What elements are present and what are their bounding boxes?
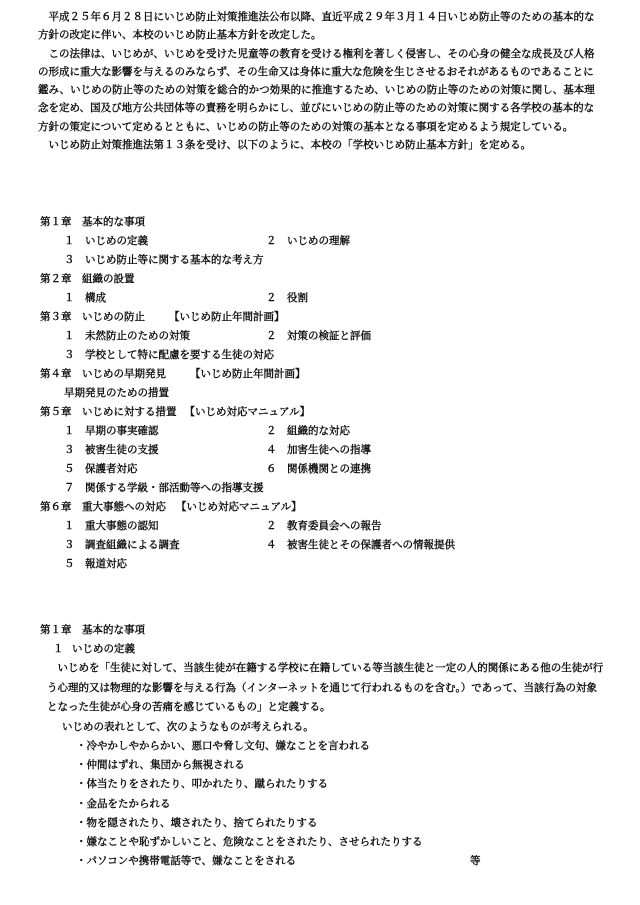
toc-item-label: 関係機関との連携 [287,463,371,475]
intro-paragraph-2: この法律は、いじめが、いじめを受けた児童等の教育を受ける権利を著しく侵害し、その心身の健全な成長及び人格の形成に重大な影響を与えるのみならず、その生命又は身体に重大な危険を生じさせるおそれがあるものであることに鑑み、いじめの防止等のための対策を総合的かつ効果的に推進するため、いじめの防止等のための対策に関し、基本理念を定め、国及び地方公共団体等の責務を明らかにし、並びにいじめの防止等のための対策に関する各学校の基本的な方針の策定について定めるとともに、いじめの防止等のための対策の基本となる事項を定めるよう規定している。 [38,47,595,133]
intro-section [38,8,604,154]
toc-item-label: 未然防止のための対策 [85,330,190,342]
toc-item-label: 保護者対応 [85,463,138,475]
toc-chapter-5-note: 【いじめ対応マニュアル】 [184,406,311,418]
etc-marker: 等 [470,855,481,868]
toc-item-number: ７ [64,482,75,494]
toc-chapter-6-title: 第６章 重大事態への対応 [40,501,166,513]
toc-row [40,479,600,498]
toc-row [40,232,600,251]
examples-lead: いじめの表れとして、次のようなものが考えられる。 [62,720,314,733]
list-item: ・嫌なことや恥ずかしいこと、危険なことをされたり、させられたりする [76,835,423,848]
intro-paragraph-3: いじめ防止対策推進法第１３条を受け、以下のように、本校の「学校いじめ防止基本方針」を定める。 [48,139,532,152]
section-1-title: いじめの定義 [72,643,135,655]
toc-item-number: ４ [266,539,277,551]
toc-item-number: ５ [64,463,75,475]
toc-item-label: 調査組織による調査 [85,539,180,551]
toc-item-label: 組織的な対応 [287,425,350,437]
toc-chapter-5-title: 第５章 いじめに対する措置 [40,406,177,418]
toc-row [40,327,600,346]
toc-row [40,517,600,536]
examples-list [40,737,605,871]
section-1-number: １ [53,643,64,655]
toc-row [40,289,600,308]
toc-chapter-3-heading [40,308,600,327]
toc-item-number: ４ [266,444,277,456]
toc-row [40,460,600,479]
toc-chapter-4-title: 第４章 いじめの早期発見 [40,368,166,380]
toc-item-label: 役割 [287,292,308,304]
toc-item-number: ３ [64,349,75,361]
toc-item-number: ３ [64,539,75,551]
toc-item-number: ３ [64,444,75,456]
list-item: ・仲間はずれ、集団から無視される [76,759,245,772]
toc-item-label: 報道対応 [85,558,127,570]
toc-item-number: １ [64,235,75,247]
toc-item-number: １ [64,330,75,342]
bullying-definition: いじめを「生徒に対して、当該生徒が在籍する学校に在籍している等当該生徒と一定の人的関係にある他の生徒が行う心理的又は物理的な影響を与える行為（インターネットを通じて行われるものを含む。）であって、当該行為の対象となった生徒が心身の苦痛を感じているもの」と定義する。 [47,662,604,713]
toc-item-number: ５ [64,558,75,570]
chapter-1-section [40,621,605,871]
toc-chapter-1-title: 第１章 基本的な事項 [40,216,145,228]
toc-row [40,536,600,555]
list-item: ・体当たりをされたり、叩かれたり、蹴られたりする [76,778,328,791]
toc-item-label: 重大事態の認知 [85,520,159,532]
toc-chapter-4-sub: 早期発見のための措置 [64,387,169,399]
toc-item-number: ２ [266,330,277,342]
toc-chapter-3-note: 【いじめ防止年間計画】 [169,311,285,323]
toc-chapter-6-heading [40,498,600,517]
toc-row [40,422,600,441]
toc-item-label: 構成 [85,292,106,304]
toc-chapter-4-heading [40,365,600,384]
toc-item-label: 関係する学級・部活動等への指導支援 [85,482,264,494]
intro-paragraph-1: 平成２５年６月２８日にいじめ防止対策推進法公布以降、直近平成２９年３月１４日いじめ防止等のための基本的な方針の改定に伴い、本校のいじめ防止基本方針を改定した。 [38,11,595,42]
toc-row [40,555,600,574]
toc-item-label: いじめの定義 [85,235,148,247]
toc-item-label: 対策の検証と評価 [287,330,371,342]
toc-item-label: いじめの理解 [287,235,350,247]
toc-chapter-5-heading [40,403,600,422]
chapter-1-heading: 第１章 基本的な事項 [40,624,145,636]
toc-item-number: １ [64,520,75,532]
toc-item-number: ２ [266,425,277,437]
list-item: ・金品をたかられる [76,797,171,810]
toc-item-number: ２ [266,520,277,532]
toc-item-label: 早期の事実確認 [85,425,159,437]
toc-item-number: ３ [64,254,75,266]
toc-item-label: 学校として特に配慮を要する生徒の対応 [85,349,274,361]
toc-chapter-2-title: 第２章 組織の設置 [40,273,135,285]
list-item-last [40,852,605,871]
list-item-text: ・パソコンや携帯電話等で、嫌なことをされる [76,855,297,868]
toc-item-number: １ [64,425,75,437]
toc-item-label: いじめ防止等に関する基本的な考え方 [85,254,264,266]
toc-item-label: 被害生徒とその保護者への情報提供 [287,539,455,551]
list-item: ・冷やかしやからかい、悪口や脅し文句、嫌なことを言われる [76,740,370,752]
toc-chapter-6-note: 【いじめ対応マニュアル】 [176,501,302,513]
toc-item-number: ６ [266,463,277,475]
toc-item-label: 教育委員会への報告 [287,520,382,532]
toc-row [40,441,600,460]
section-1-heading [40,640,605,659]
toc-item-number: ２ [266,292,277,304]
toc-row [40,346,600,365]
toc-item-label: 被害生徒の支援 [85,444,159,456]
toc-item-number: １ [64,292,75,304]
toc-chapter-4-note: 【いじめ防止年間計画】 [190,368,306,380]
toc-chapter-3-title: 第３章 いじめの防止 [40,311,145,323]
toc-row [40,251,600,270]
list-item: ・物を隠されたり、壊されたり、捨てられたりする [76,816,318,829]
toc-item-label: 加害生徒への指導 [287,444,371,456]
table-of-contents [40,213,600,574]
toc-item-number: ２ [266,235,277,247]
